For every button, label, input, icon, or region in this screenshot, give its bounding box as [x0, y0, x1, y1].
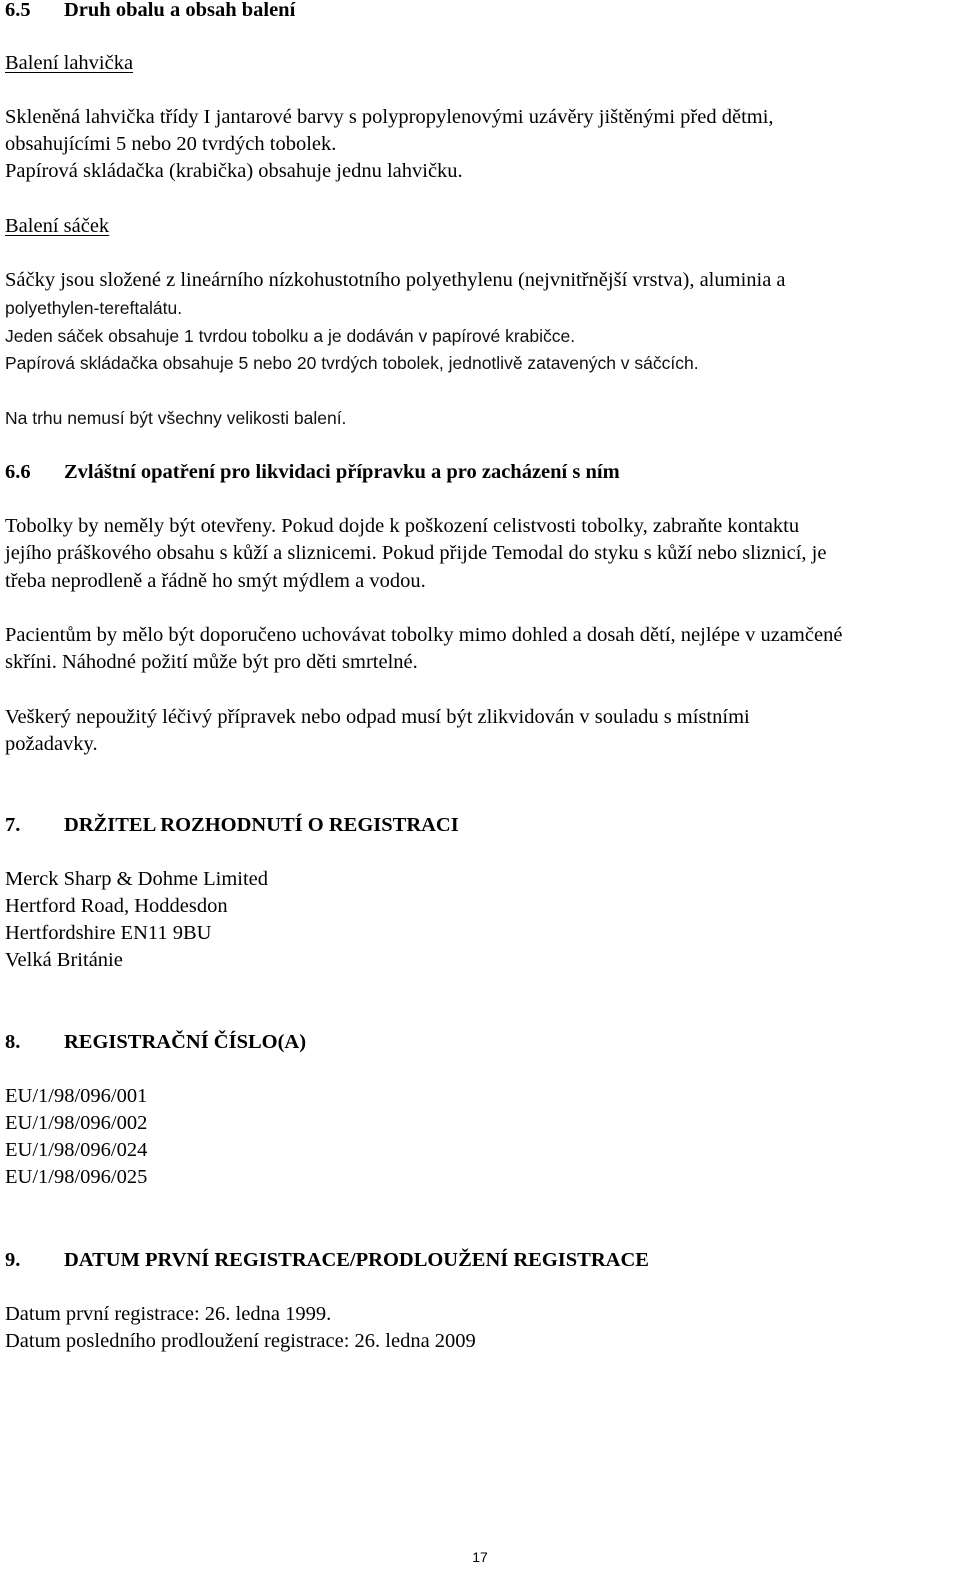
page-number: 17	[472, 1549, 488, 1565]
renewal-date: Datum posledního prodloužení registrace: 26. ledna 2009	[5, 1330, 476, 1352]
sachet-subheading: Balení sáček	[5, 215, 110, 237]
section-number: 6.5	[5, 0, 31, 21]
bottle-subheading: Balení lahvička	[5, 52, 134, 74]
section-title: Druh obalu a obsah balení	[64, 0, 296, 21]
paragraph-line: Papírová skládačka obsahuje 5 nebo 20 tvrdých tobolek, jednotlivě zatavených v sáčcích.	[5, 353, 699, 373]
paragraph-line: Jeden sáček obsahuje 1 tvrdou tobolku a je dodáván v papírové krabičce.	[5, 326, 576, 346]
paragraph-line: Tobolky by neměly být otevřeny. Pokud dojde k poškození celistvosti tobolky, zabraňte kontaktu	[5, 515, 800, 537]
registration-number: EU/1/98/096/025	[5, 1166, 148, 1188]
section-title: DATUM PRVNÍ REGISTRACE/PRODLOUŽENÍ REGISTRACE	[64, 1249, 649, 1271]
section-8-heading	[5, 1029, 306, 1056]
section-6-6-heading	[5, 459, 620, 486]
section-title: REGISTRAČNÍ ČÍSLO(A)	[64, 1031, 307, 1053]
section-title: DRŽITEL ROZHODNUTÍ O REGISTRACI	[64, 814, 459, 836]
paragraph-line: požadavky.	[5, 733, 98, 755]
paragraph-line: obsahujícími 5 nebo 20 tvrdých tobolek.	[5, 133, 337, 155]
address-line: Hertford Road, Hoddesdon	[5, 895, 228, 917]
paragraph-line: Skleněná lahvička třídy I jantarové barvy s polypropylenovými uzávěry jištěnými před dětmi,	[5, 106, 774, 128]
section-number: 6.6	[5, 461, 31, 483]
section-7-heading	[5, 812, 459, 839]
section-number: 7.	[5, 814, 21, 836]
paragraph-line: polyethylen-tereftalátu.	[5, 298, 183, 318]
section-number: 9.	[5, 1249, 21, 1271]
section-title: Zvláštní opatření pro likvidaci přípravku a pro zacházení s ním	[64, 461, 620, 483]
address-line: Velká Británie	[5, 949, 123, 971]
address-line: Merck Sharp & Dohme Limited	[5, 868, 269, 890]
paragraph-line: Sáčky jsou složené z lineárního nízkohustotního polyethylenu (nejvnitřnější vrstva), aluminia a	[5, 269, 786, 291]
address-line: Hertfordshire EN11 9BU	[5, 922, 212, 944]
section-6-5-heading	[5, 0, 295, 24]
section-number: 8.	[5, 1031, 21, 1053]
section-9-heading	[5, 1247, 649, 1274]
paragraph-line: Pacientům by mělo být doporučeno uchovávat tobolky mimo dohled a dosah dětí, nejlépe v uzamčené	[5, 624, 843, 646]
registration-date: Datum první registrace: 26. ledna 1999.	[5, 1303, 332, 1325]
paragraph-line: skříni. Náhodné požití může být pro děti smrtelné.	[5, 651, 418, 673]
package-size-note: Na trhu nemusí být všechny velikosti balení.	[5, 408, 347, 428]
paragraph-line: jejího práškového obsahu s kůží a sliznicemi. Pokud přijde Temodal do styku s kůží nebo sliznicí, je	[5, 542, 827, 564]
registration-number: EU/1/98/096/024	[5, 1139, 148, 1161]
registration-number: EU/1/98/096/001	[5, 1085, 148, 1107]
paragraph-line: třeba neprodleně a řádně ho smýt mýdlem a vodou.	[5, 570, 426, 592]
paragraph-line: Veškerý nepoužitý léčivý přípravek nebo odpad musí být zlikvidován v souladu s místními	[5, 706, 750, 728]
paragraph-line: Papírová skládačka (krabička) obsahuje jednu lahvičku.	[5, 160, 463, 182]
registration-number: EU/1/98/096/002	[5, 1112, 148, 1134]
